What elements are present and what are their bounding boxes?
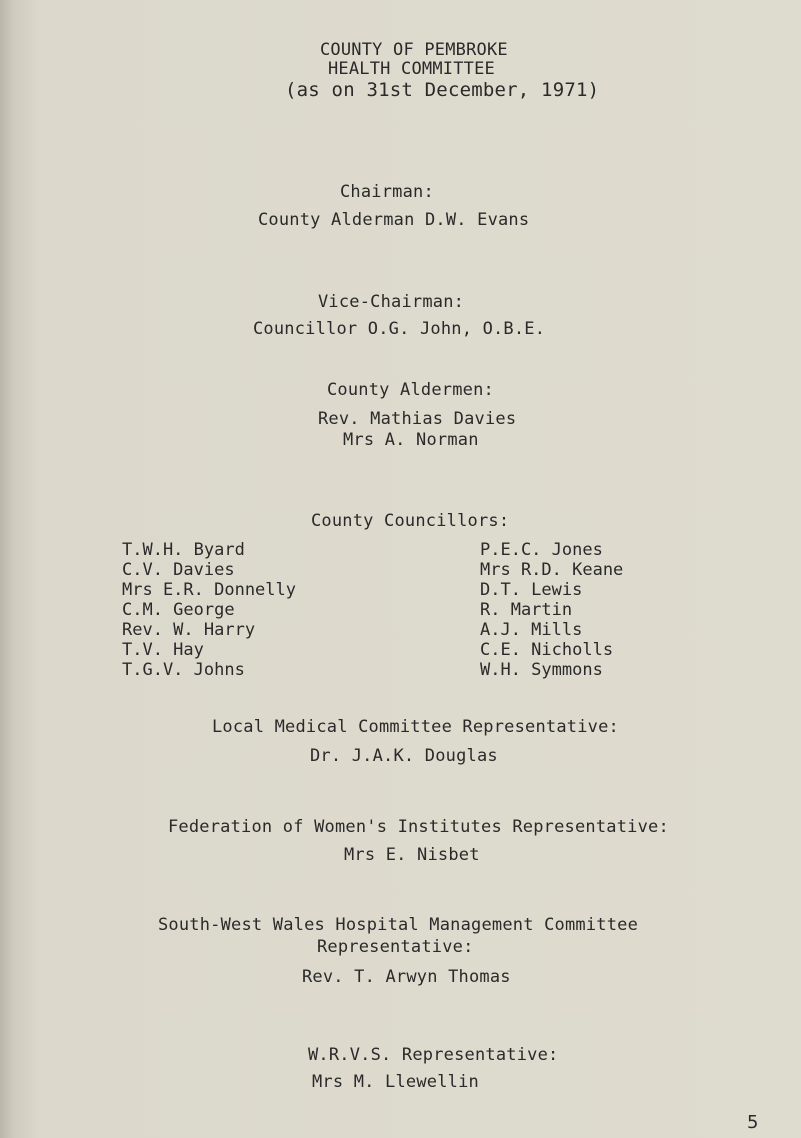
councillor-name: Mrs E.R. Donnelly	[122, 580, 296, 600]
wrvs-heading: W.R.V.S. Representative:	[308, 1045, 559, 1065]
councillor-name: A.J. Mills	[480, 620, 583, 640]
hospital-heading-2: Representative:	[317, 937, 474, 957]
hospital-name: Rev. T. Arwyn Thomas	[302, 967, 511, 987]
aldermen-heading: County Aldermen:	[327, 380, 494, 400]
chairman-heading: Chairman:	[340, 182, 434, 202]
councillors-right-column	[480, 540, 623, 680]
womens-institutes-name: Mrs E. Nisbet	[344, 845, 480, 865]
councillors-left-column	[122, 540, 296, 680]
vice-chairman-heading: Vice-Chairman:	[318, 292, 465, 312]
vice-chairman-name: Councillor O.G. John, O.B.E.	[253, 319, 546, 339]
alderman-1: Rev. Mathias Davies	[318, 409, 517, 429]
councillor-name: Mrs R.D. Keane	[480, 560, 624, 580]
date-line: (as on 31st December, 1971)	[285, 79, 600, 101]
hospital-heading-1: South-West Wales Hospital Management Committee	[158, 915, 639, 935]
councillor-name: C.M. George	[122, 600, 235, 620]
chairman-name: County Alderman D.W. Evans	[258, 210, 530, 230]
councillor-name: P.E.C. Jones	[480, 540, 603, 560]
councillor-name: D.T. Lewis	[480, 580, 583, 600]
local-medical-heading: Local Medical Committee Representative:	[212, 717, 619, 737]
councillors-heading: County Councillors:	[311, 511, 510, 531]
councillor-name: C.V. Davies	[122, 560, 235, 580]
councillor-name: T.V. Hay	[122, 640, 204, 660]
councillor-name: Rev. W. Harry	[122, 620, 256, 640]
councillor-name: C.E. Nicholls	[480, 640, 614, 660]
womens-institutes-heading: Federation of Women's Institutes Representative:	[168, 817, 669, 837]
councillor-name: T.G.V. Johns	[122, 660, 245, 680]
councillor-name: T.W.H. Byard	[122, 540, 245, 560]
committee-title: HEALTH COMMITTEE	[328, 59, 495, 79]
wrvs-name: Mrs M. Llewellin	[312, 1072, 479, 1092]
councillor-name: W.H. Symmons	[480, 660, 603, 680]
local-medical-name: Dr. J.A.K. Douglas	[310, 746, 498, 766]
page-number: 5	[747, 1112, 759, 1133]
alderman-2: Mrs A. Norman	[343, 430, 479, 450]
county-title: COUNTY OF PEMBROKE	[320, 40, 508, 60]
councillor-name: R. Martin	[480, 600, 573, 620]
